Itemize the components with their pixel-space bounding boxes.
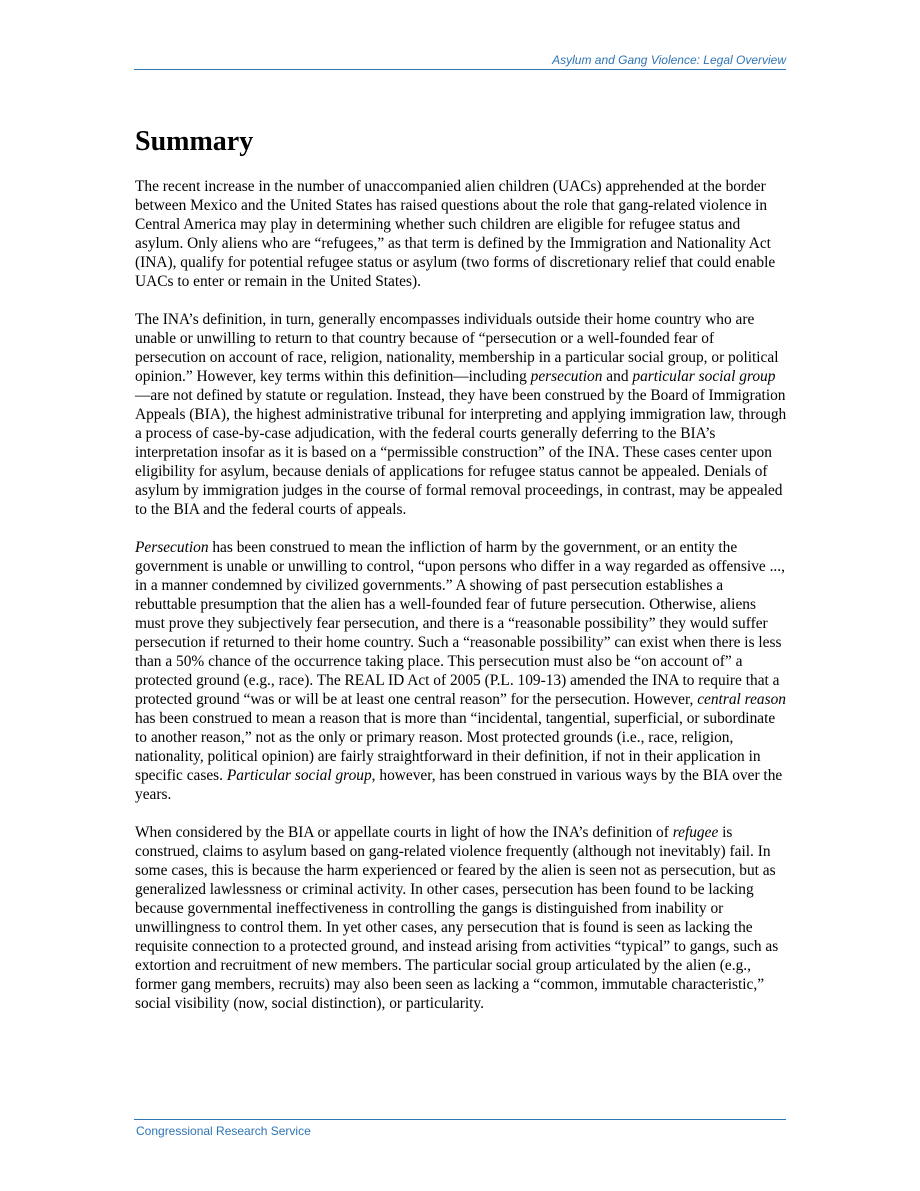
page-title: Summary [135, 126, 254, 157]
italic-term: persecution [530, 368, 603, 385]
italic-term: refugee [672, 824, 719, 841]
paragraph-text: When considered by the BIA or appellate courts in light of how the INA’s definition of [135, 824, 673, 841]
summary-paragraph [135, 823, 788, 1013]
italic-term: central reason [697, 691, 786, 708]
italic-term: Persecution [135, 539, 209, 556]
italic-term: Particular social group [226, 767, 372, 784]
header-title: Asylum and Gang Violence: Legal Overview [552, 53, 786, 67]
summary-paragraph [135, 538, 788, 804]
summary-body [135, 177, 788, 1032]
running-header [134, 52, 786, 70]
paragraph-text: —are not defined by statute or regulation. Instead, they have been construed by the Board of Immigration Appeals (BIA), the highest administrative tribunal for interpreting and applying immigration law, through a process of case-by-case adjudication, with the federal courts generally deferring to the BIA’s interpretation insofar as it is based on a “permissible construction” of the INA. These cases center upon eligibility for asylum, because denials of applications for refugee status cannot be appealed. Denials of asylum by immigration judges in the course of formal removal proceedings, in contrast, may be appealed to the BIA and the federal courts of appeals. [135, 387, 787, 518]
paragraph-text: and [602, 368, 633, 385]
paragraph-text: , however, has been construed in various ways by the BIA over the years. [135, 767, 783, 803]
summary-paragraph [135, 310, 788, 519]
running-footer [134, 1119, 786, 1138]
italic-term: particular social group [632, 368, 776, 385]
paragraph-text: is construed, claims to asylum based on gang-related violence frequently (although not inevitably) fail. In some cases, this is because the harm experienced or feared by the alien is seen not as persecution, but as generalized lawlessness or criminal activity. In other cases, persecution has been found to be lacking because governmental ineffectiveness in controlling the gangs is distinguished from inability or unwillingness to control them. In yet other cases, any persecution that is found is seen as lacking the requisite connection to a protected ground, and instead arising from activities “typical” to gangs, such as extortion and recruitment of new members. The particular social group articulated by the alien (e.g., former gang members, recruits) may also been seen as lacking a “common, immutable characteristic,” social visibility (now, social distinction), or particularity. [135, 824, 779, 1012]
paragraph-text: The INA’s definition, in turn, generally encompasses individuals outside their home country who are unable or unwilling to return to that country because of “persecution or a well-founded fear of persecution on account of race, religion, nationality, membership in a particular social group, or political opinion.” However, key terms within this definition—including [135, 311, 779, 385]
paragraph-text: The recent increase in the number of unaccompanied alien children (UACs) apprehended at the border between Mexico and the United States has raised questions about the role that gang-related violence in Central America may play in determining whether such children are eligible for refugee status and asylum. Only aliens who are “refugees,” as that term is defined by the Immigration and Nationality Act (INA), qualify for potential refugee status or asylum (two forms of discretionary relief that could enable UACs to enter or remain in the United States). [135, 178, 776, 290]
summary-paragraph [135, 177, 788, 291]
paragraph-text: has been construed to mean a reason that is more than “incidental, tangential, superficial, or subordinate to another reason,” not as the only or primary reason. Most protected grounds (i.e., race, religion, nationality, political opinion) are fairly straightforward in their definition, if not in their application in specific cases. [135, 710, 776, 784]
footer-text: Congressional Research Service [136, 1124, 311, 1138]
paragraph-text: has been construed to mean the infliction of harm by the government, or an entity the government is unable or unwilling to control, “upon persons who differ in a way regarded as offensive ..., in a manner condemned by civilized governments.” A showing of past persecution establishes a rebuttable presumption that the alien has a well-founded fear of future persecution. Otherwise, aliens must prove they subjectively fear persecution, and there is a “reasonable possibility” they would suffer persecution if returned to their home country. Such a “reasonable possibility” can exist when there is less than a 50% chance of the occurrence taking place. This persecution must also be “on account of” a protected ground (e.g., race). The REAL ID Act of 2005 (P.L. 109-13) amended the INA to require that a protected ground “was or will be at least one central reason” for the persecution. However, [135, 539, 785, 708]
